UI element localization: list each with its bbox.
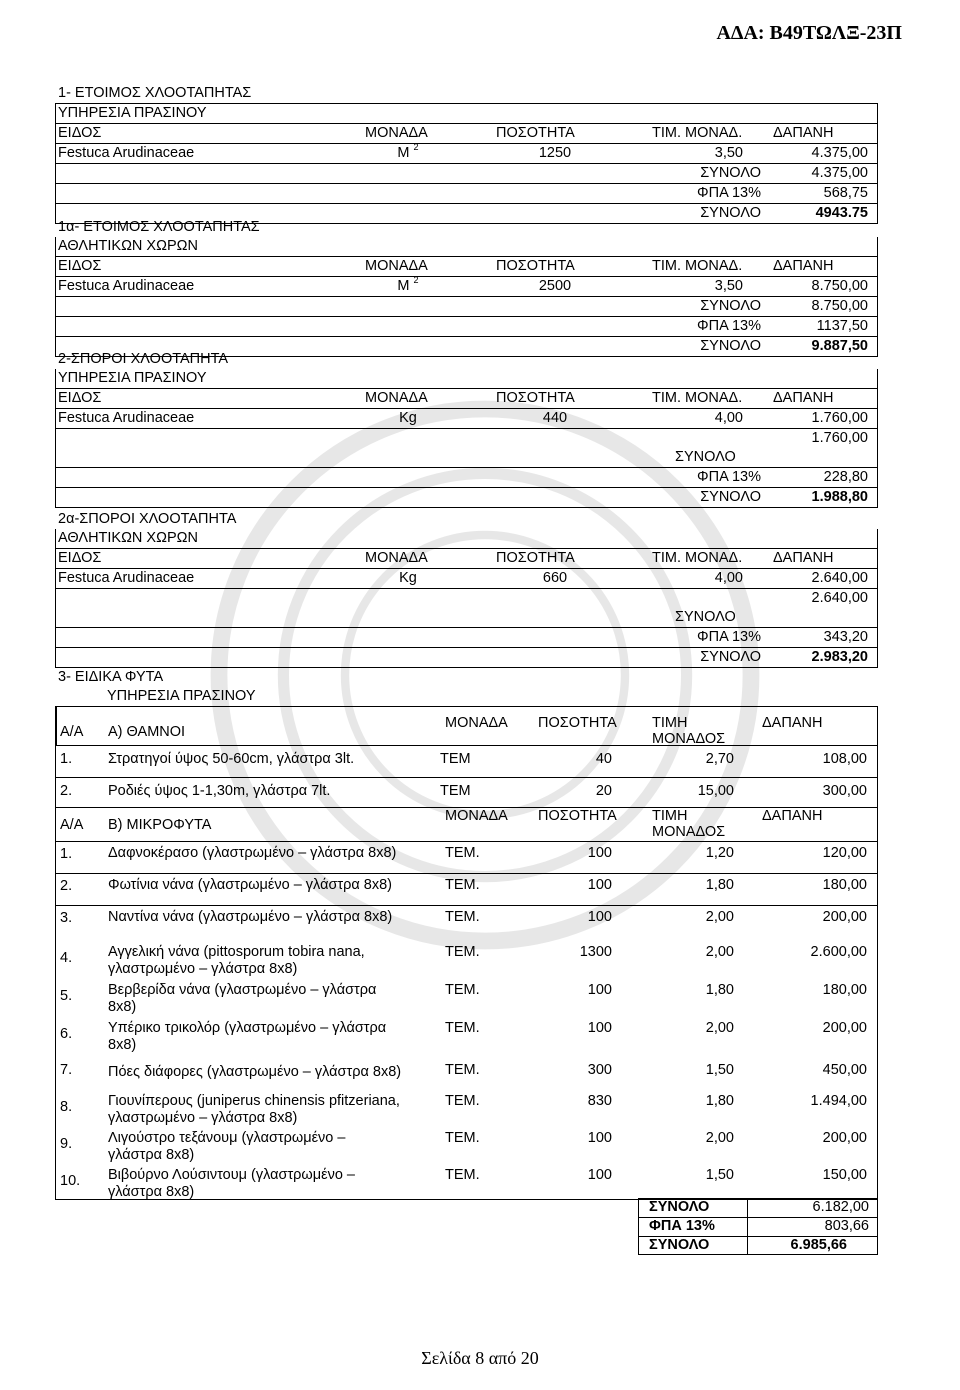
- section-subtitle: ΥΠΗΡΕΣΙΑ ΠΡΑΣΙΝΟΥ: [58, 370, 207, 386]
- grand-value: 2.983,20: [811, 649, 868, 665]
- row-price: 2,00: [705, 1130, 734, 1146]
- row-num: 1.: [60, 751, 73, 767]
- row-unit: ΤΕΜ.: [445, 909, 480, 925]
- item-qty: 660: [542, 570, 568, 586]
- row-qty: 100: [587, 1167, 612, 1183]
- row-name: Λιγούστρο τεξάνουμ (γλαστρωμένο –: [108, 1130, 346, 1146]
- row-cost: 150,00: [822, 1167, 867, 1183]
- col-aa: Α/Α: [60, 817, 84, 833]
- row-price: 15,00: [697, 783, 734, 799]
- row-name: Ροδιές ύψος 1-1,30m, γλάστρα 7lt.: [108, 783, 331, 799]
- row-cost: 200,00: [822, 909, 867, 925]
- row-qty: 100: [587, 1020, 612, 1036]
- item-cost: 8.750,00: [811, 278, 868, 294]
- row-name: Στρατηγοί ύψος 50-60cm, γλάστρα 3lt.: [108, 751, 355, 767]
- row-price: 1,20: [705, 845, 734, 861]
- col-qty: ΠΟΣΟΤΗΤΑ: [496, 550, 575, 566]
- vat-label: ΦΠΑ 13%: [649, 1218, 715, 1234]
- total-label: ΣΥΝΟΛΟ: [700, 298, 761, 314]
- row-name-cont: γλαστρωμένο – γλάστρα 8x8): [108, 1110, 298, 1126]
- col-qty: ΠΟΣΟΤΗΤΑ: [496, 125, 575, 141]
- col-price: ΤΙΜΗ ΜΟΝΑΔΟΣ: [652, 808, 726, 840]
- col-cost: ΔΑΠΑΝΗ: [773, 258, 834, 274]
- row-name: Φωτίνια νάνα (γλαστρωμένο – γλάστρα 8x8): [108, 877, 393, 893]
- row-num: 10.: [60, 1173, 81, 1189]
- item-name: Festuca Arudinaceae: [58, 410, 195, 426]
- section-title: 1- ΕΤΟΙΜΟΣ ΧΛΟΟΤΑΠΗΤΑΣ: [58, 85, 252, 101]
- row-num: 7.: [60, 1062, 73, 1078]
- item-unit: Kg: [399, 570, 417, 586]
- col-unit: ΜΟΝΑΔΑ: [365, 125, 428, 141]
- row-num: 4.: [60, 950, 73, 966]
- grand-value: 9.887,50: [811, 338, 868, 354]
- grand-label: ΣΥΝΟΛΟ: [700, 489, 761, 505]
- section-title: 2α-ΣΠΟΡΟΙ ΧΛΟΟΤΑΠΗΤΑ: [58, 511, 237, 527]
- item-qty: 1250: [538, 145, 572, 161]
- vat-label: ΦΠΑ 13%: [697, 629, 761, 645]
- total-value: 2.640,00: [811, 590, 868, 606]
- total-value: 4.375,00: [811, 165, 868, 181]
- row-cost: 108,00: [822, 751, 867, 767]
- grand-value: 1.988,80: [811, 489, 868, 505]
- row-cost: 180,00: [822, 877, 867, 893]
- row-name-cont: 8x8): [108, 1037, 137, 1053]
- row-qty: 100: [587, 982, 612, 998]
- row-name: Γιουνίπερους (juniperus chinensis pfitzeriana,: [108, 1093, 400, 1109]
- row-cost: 200,00: [822, 1130, 867, 1146]
- item-cost: 2.640,00: [811, 570, 868, 586]
- row-qty: 40: [595, 751, 612, 767]
- row-unit: ΤΕΜ.: [445, 1093, 480, 1109]
- shrubs-table: [55, 706, 878, 808]
- row-num: 6.: [60, 1026, 73, 1042]
- grand-label: ΣΥΝΟΛΟ: [700, 338, 761, 354]
- row-unit: ΤΕΜ.: [445, 944, 480, 960]
- item-name: Festuca Arudinaceae: [58, 278, 195, 294]
- vat-value: 343,20: [823, 629, 868, 645]
- item-qty: 2500: [538, 278, 572, 294]
- item-cost: 1.760,00: [811, 410, 868, 426]
- vat-value: 568,75: [823, 185, 868, 201]
- item-price: 4,00: [714, 410, 743, 426]
- total-value: 1.760,00: [811, 430, 868, 446]
- col-unit: ΜΟΝΑΔΑ: [365, 258, 428, 274]
- item-unit: Kg: [399, 410, 417, 426]
- section-1a: [55, 218, 878, 357]
- section-1: [55, 84, 878, 224]
- item-price: 4,00: [714, 570, 743, 586]
- section-subtitle: ΑΘΛΗΤΙΚΩΝ ΧΩΡΩΝ: [58, 530, 198, 546]
- row-unit: ΤΕΜ.: [445, 1020, 480, 1036]
- item-qty: 440: [542, 410, 568, 426]
- row-qty: 100: [587, 845, 612, 861]
- item-unit: M $^2$: [397, 142, 419, 161]
- plants-title: 3- ΕΙΔΙΚΑ ΦΥΤΑ: [58, 669, 164, 685]
- section-subtitle: ΥΠΗΡΕΣΙΑ ΠΡΑΣΙΝΟΥ: [58, 105, 207, 121]
- col-aa: Α/Α: [60, 724, 84, 740]
- row-cost: 1.494,00: [810, 1093, 867, 1109]
- col-item: ΕΙΔΟΣ: [58, 125, 102, 141]
- section-subtitle: ΑΘΛΗΤΙΚΩΝ ΧΩΡΩΝ: [58, 238, 198, 254]
- row-unit: ΤΕΜ: [440, 751, 471, 767]
- row-unit: ΤΕΜ.: [445, 1167, 480, 1183]
- row-name-cont: γλαστρωμένο – γλάστρα 8x8): [108, 961, 298, 977]
- col-price: ΤΙΜ. ΜΟΝΑΔ.: [652, 550, 743, 566]
- row-name-cont: 8x8): [108, 999, 137, 1015]
- col-qty: ΠΟΣΟΤΗΤΑ: [538, 808, 617, 824]
- vat-value: 228,80: [823, 469, 868, 485]
- col-unit: ΜΟΝΑΔΑ: [365, 390, 428, 406]
- col-price: ΤΙΜ. ΜΟΝΑΔ.: [652, 390, 743, 406]
- row-num: 8.: [60, 1099, 73, 1115]
- row-price: 2,00: [705, 1020, 734, 1036]
- col-category: Α) ΘΑΜΝΟΙ: [108, 724, 186, 740]
- col-price: ΤΙΜ. ΜΟΝΑΔ.: [652, 258, 743, 274]
- row-unit: ΤΕΜ.: [445, 1062, 480, 1078]
- row-qty: 100: [587, 909, 612, 925]
- plants-totals: [638, 1198, 878, 1255]
- total-value: 6.182,00: [812, 1199, 869, 1215]
- row-qty: 100: [587, 1130, 612, 1146]
- grand-label: ΣΥΝΟΛΟ: [649, 1237, 710, 1253]
- col-category: Β) ΜΙΚΡΟΦΥΤΑ: [108, 817, 212, 833]
- grand-value: 6.985,66: [790, 1237, 847, 1253]
- row-cost: 2.600,00: [810, 944, 867, 960]
- row-cost: 120,00: [822, 845, 867, 861]
- item-cost: 4.375,00: [811, 145, 868, 161]
- page-number: Σελίδα 8 από 20: [421, 1348, 539, 1368]
- col-unit: ΜΟΝΑΔΑ: [445, 808, 508, 824]
- col-qty: ΠΟΣΟΤΗΤΑ: [496, 258, 575, 274]
- row-cost: 180,00: [822, 982, 867, 998]
- row-unit: ΤΕΜ.: [445, 982, 480, 998]
- vat-label: ΦΠΑ 13%: [697, 469, 761, 485]
- col-item: ΕΙΔΟΣ: [58, 550, 102, 566]
- col-cost: ΔΑΠΑΝΗ: [762, 808, 823, 824]
- row-price: 2,00: [705, 909, 734, 925]
- vat-value: 1137,50: [816, 318, 868, 334]
- col-qty: ΠΟΣΟΤΗΤΑ: [496, 390, 575, 406]
- row-name: Βερβερίδα νάνα (γλαστρωμένο – γλάστρα: [108, 982, 377, 998]
- row-name: Δαφνοκέρασο (γλαστρωμένο – γλάστρα 8x8): [108, 845, 397, 861]
- row-price: 2,70: [705, 751, 734, 767]
- vat-label: ΦΠΑ 13%: [697, 318, 761, 334]
- row-num: 2.: [60, 783, 73, 799]
- row-unit: ΤΕΜ.: [445, 877, 480, 893]
- total-label: ΣΥΝΟΛΟ: [649, 1199, 710, 1215]
- row-num: 9.: [60, 1136, 73, 1152]
- row-qty: 300: [587, 1062, 612, 1078]
- total-label: ΣΥΝΟΛΟ: [675, 449, 736, 465]
- row-qty: 830: [587, 1093, 612, 1109]
- row-num: 5.: [60, 988, 73, 1004]
- row-cost: 200,00: [822, 1020, 867, 1036]
- row-cost: 300,00: [822, 783, 867, 799]
- col-unit: ΜΟΝΑΔΑ: [445, 715, 508, 731]
- row-name: Βιβούρνο Λούσιντουμ (γλαστρωμένο –: [108, 1167, 355, 1183]
- total-value: 8.750,00: [811, 298, 868, 314]
- item-name: Festuca Arudinaceae: [58, 145, 195, 161]
- row-name: Αγγελική νάνα (pittosporum tobira nana,: [108, 944, 365, 960]
- row-name-cont: γλάστρα 8x8): [108, 1184, 195, 1200]
- total-label: ΣΥΝΟΛΟ: [700, 165, 761, 181]
- row-price: 1,50: [705, 1062, 734, 1078]
- row-num: 2.: [60, 878, 73, 894]
- item-name: Festuca Arudinaceae: [58, 570, 195, 586]
- col-cost: ΔΑΠΑΝΗ: [773, 550, 834, 566]
- row-cost: 450,00: [822, 1062, 867, 1078]
- row-qty: 1300: [579, 944, 612, 960]
- grand-value: 4943.75: [815, 205, 868, 221]
- row-price: 1,80: [705, 1093, 734, 1109]
- total-label: ΣΥΝΟΛΟ: [675, 609, 736, 625]
- vat-value: 803,66: [824, 1218, 869, 1234]
- row-name-cont: Πόες διάφορες (γλαστρωμένο – γλάστρα 8x8): [108, 1064, 402, 1080]
- row-name: Ναντίνα νάνα (γλαστρωμένο – γλάστρα 8x8): [108, 909, 393, 925]
- row-unit: ΤΕΜ.: [445, 1130, 480, 1146]
- row-unit: ΤΕΜ.: [445, 845, 480, 861]
- row-name-cont: γλάστρα 8x8): [108, 1147, 195, 1163]
- col-qty: ΠΟΣΟΤΗΤΑ: [538, 715, 617, 731]
- col-cost: ΔΑΠΑΝΗ: [773, 390, 834, 406]
- section-2: [55, 350, 878, 508]
- item-price: 3,50: [714, 278, 743, 294]
- row-price: 1,80: [705, 982, 734, 998]
- row-name: Υπέρικο τρικολόρ (γλαστρωμένο – γλάστρα: [108, 1020, 387, 1036]
- row-qty: 100: [587, 877, 612, 893]
- col-item: ΕΙΔΟΣ: [58, 390, 102, 406]
- col-cost: ΔΑΠΑΝΗ: [773, 125, 834, 141]
- row-price: 1,50: [705, 1167, 734, 1183]
- row-num: 3.: [60, 910, 73, 926]
- col-item: ΕΙΔΟΣ: [58, 258, 102, 274]
- small-plants-table: [55, 808, 878, 1200]
- col-price: ΤΙΜΗ ΜΟΝΑΔΟΣ: [652, 715, 726, 747]
- item-price: 3,50: [714, 145, 743, 161]
- row-num: 1.: [60, 846, 73, 862]
- col-cost: ΔΑΠΑΝΗ: [762, 715, 823, 731]
- plants-subtitle: ΥΠΗΡΕΣΙΑ ΠΡΑΣΙΝΟΥ: [107, 688, 256, 704]
- col-unit: ΜΟΝΑΔΑ: [365, 550, 428, 566]
- row-unit: ΤΕΜ: [440, 783, 471, 799]
- section-title: 1α- ΕΤΟΙΜΟΣ ΧΛΟΟΤΑΠΗΤΑΣ: [58, 219, 260, 235]
- row-price: 2,00: [705, 944, 734, 960]
- grand-label: ΣΥΝΟΛΟ: [700, 205, 761, 221]
- section-title: 2-ΣΠΟΡΟΙ ΧΛΟΟΤΑΠΗΤΑ: [58, 351, 229, 367]
- section-2a: [55, 510, 878, 668]
- ada-code: ΑΔΑ: Β49ΤΩΛΞ-23Π: [716, 22, 902, 44]
- row-qty: 20: [595, 783, 612, 799]
- col-price: ΤΙΜ. ΜΟΝΑΔ.: [652, 125, 743, 141]
- grand-label: ΣΥΝΟΛΟ: [700, 649, 761, 665]
- vat-label: ΦΠΑ 13%: [697, 185, 761, 201]
- item-unit: M $^2$: [397, 275, 419, 294]
- row-price: 1,80: [705, 877, 734, 893]
